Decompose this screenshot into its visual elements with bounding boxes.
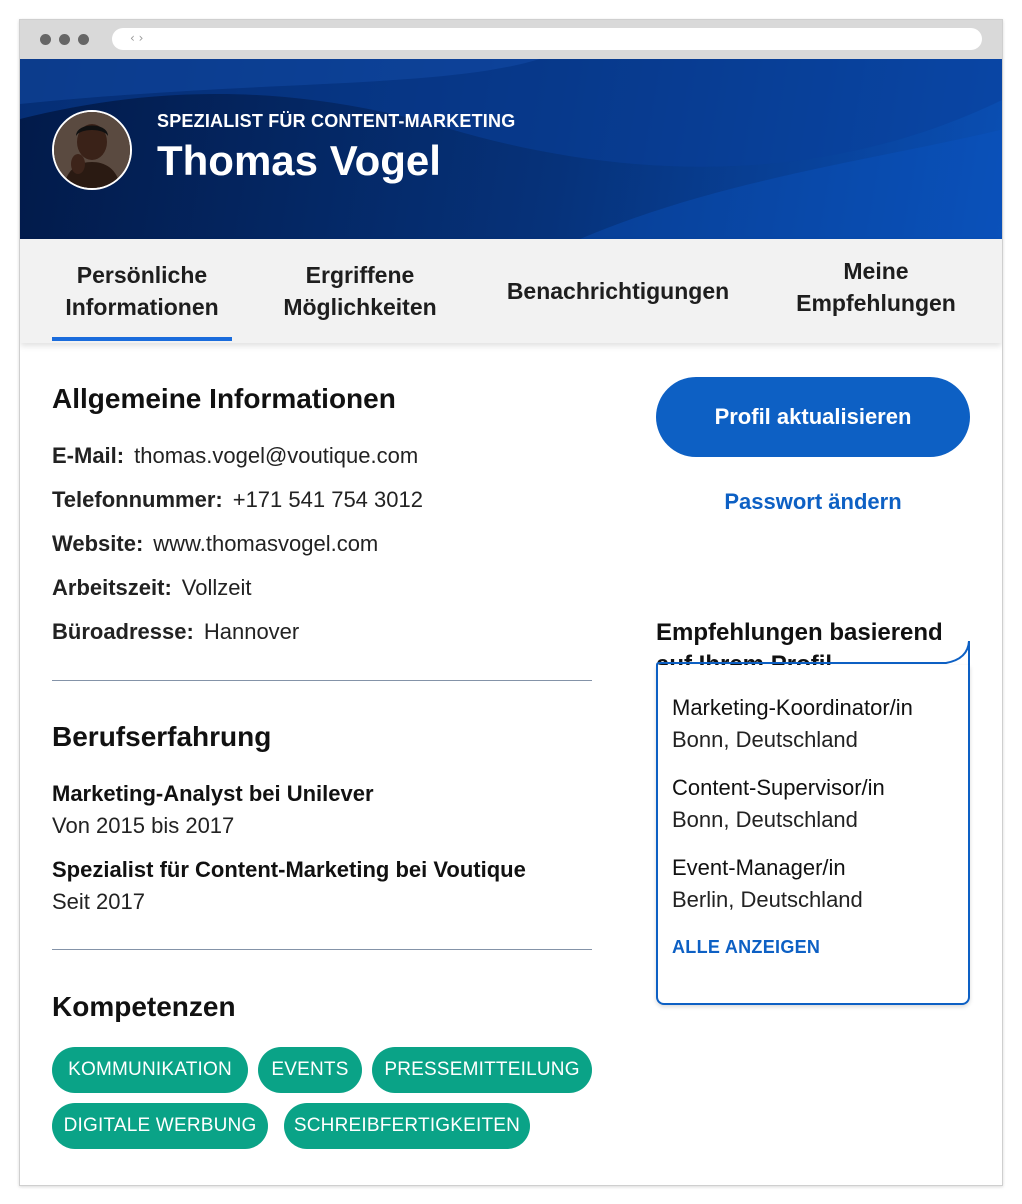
rec-job-title[interactable]: Content-Supervisor/in (672, 775, 885, 800)
close-dot-icon[interactable] (40, 34, 51, 45)
window-controls (40, 34, 89, 45)
tab-notifications[interactable] (486, 239, 750, 343)
job-period: Von 2015 bis 2017 (52, 813, 235, 838)
profile-name: Thomas Vogel (157, 137, 441, 184)
recommendations-box (656, 665, 970, 1005)
skill-chip[interactable]: EVENTS (258, 1047, 362, 1093)
field-label: Arbeitszeit: (52, 575, 172, 600)
rec-job-location: Berlin, Deutschland (672, 887, 863, 912)
skill-chip[interactable]: DIGITALE WERBUNG (52, 1103, 268, 1149)
tab-label: Ergriffene (305, 262, 415, 288)
field-label: Telefonnummer: (52, 487, 223, 512)
browser-chrome (20, 20, 1002, 59)
rec-job-title[interactable]: Event-Manager/in (672, 855, 846, 880)
section-divider (52, 680, 592, 681)
tab-label: Empfehlungen (796, 290, 956, 316)
field-value: www.thomasvogel.com (153, 531, 379, 556)
tab-personal-info[interactable] (52, 239, 232, 343)
skills-heading: Kompetenzen (52, 991, 236, 1022)
job-period: Seit 2017 (52, 889, 145, 914)
change-password-link[interactable]: Passwort ändern (724, 489, 902, 514)
tab-opportunities[interactable] (268, 239, 452, 343)
update-profile-button[interactable]: Profil aktualisieren (656, 377, 970, 457)
field-office (52, 619, 299, 645)
field-value: thomas.vogel@voutique.com (134, 443, 419, 468)
skill-chip[interactable]: PRESSEMITTEILUNG (372, 1047, 592, 1093)
nav-arrows-icon[interactable]: ‹ › (130, 31, 144, 45)
tab-label: Benachrichtigungen (506, 278, 730, 304)
person-photo-icon (54, 112, 130, 188)
rec-job-title[interactable]: Marketing-Koordinator/in (672, 695, 913, 720)
field-label: Büroadresse: (52, 619, 194, 644)
maximize-dot-icon[interactable] (78, 34, 89, 45)
job-role: SPEZIALIST FÜR CONTENT-MARKETING (157, 111, 516, 131)
profile-content (20, 343, 1002, 1186)
general-info-heading: Allgemeine Informationen (52, 383, 396, 414)
section-divider (52, 949, 592, 950)
tab-recommendations[interactable] (780, 235, 972, 339)
field-website (52, 531, 378, 557)
field-value: Hannover (203, 619, 300, 644)
field-label: E-Mail: (52, 443, 125, 468)
field-label: Website: (52, 531, 144, 556)
address-bar[interactable] (112, 28, 982, 50)
rec-job-location: Bonn, Deutschland (672, 727, 858, 752)
tab-label: Persönliche (76, 262, 208, 288)
experience-heading: Berufserfahrung (52, 721, 272, 752)
tab-bar (20, 239, 1002, 343)
tab-label: Meine (843, 258, 909, 284)
tab-label: Möglichkeiten (283, 294, 437, 320)
profile-header (20, 59, 1002, 239)
tab-label: Informationen (65, 294, 219, 320)
field-value: +171 541 754 3012 (232, 487, 423, 512)
skill-chip[interactable]: SCHREIBFERTIGKEITEN (284, 1103, 530, 1149)
job-title: Marketing-Analyst bei Unilever (52, 781, 374, 806)
avatar[interactable] (52, 110, 132, 190)
minimize-dot-icon[interactable] (59, 34, 70, 45)
field-email (52, 443, 418, 469)
browser-window (19, 19, 1003, 1186)
field-working-time (52, 575, 252, 601)
field-phone (52, 487, 423, 513)
show-all-link[interactable]: ALLE ANZEIGEN (672, 937, 821, 957)
job-title: Spezialist für Content-Marketing bei Voutique (52, 857, 526, 882)
recommendations-heading-line: Empfehlungen basierend (656, 619, 943, 646)
field-value: Vollzeit (181, 575, 252, 600)
skill-chip[interactable]: KOMMUNIKATION (52, 1047, 248, 1093)
rec-job-location: Bonn, Deutschland (672, 807, 858, 832)
